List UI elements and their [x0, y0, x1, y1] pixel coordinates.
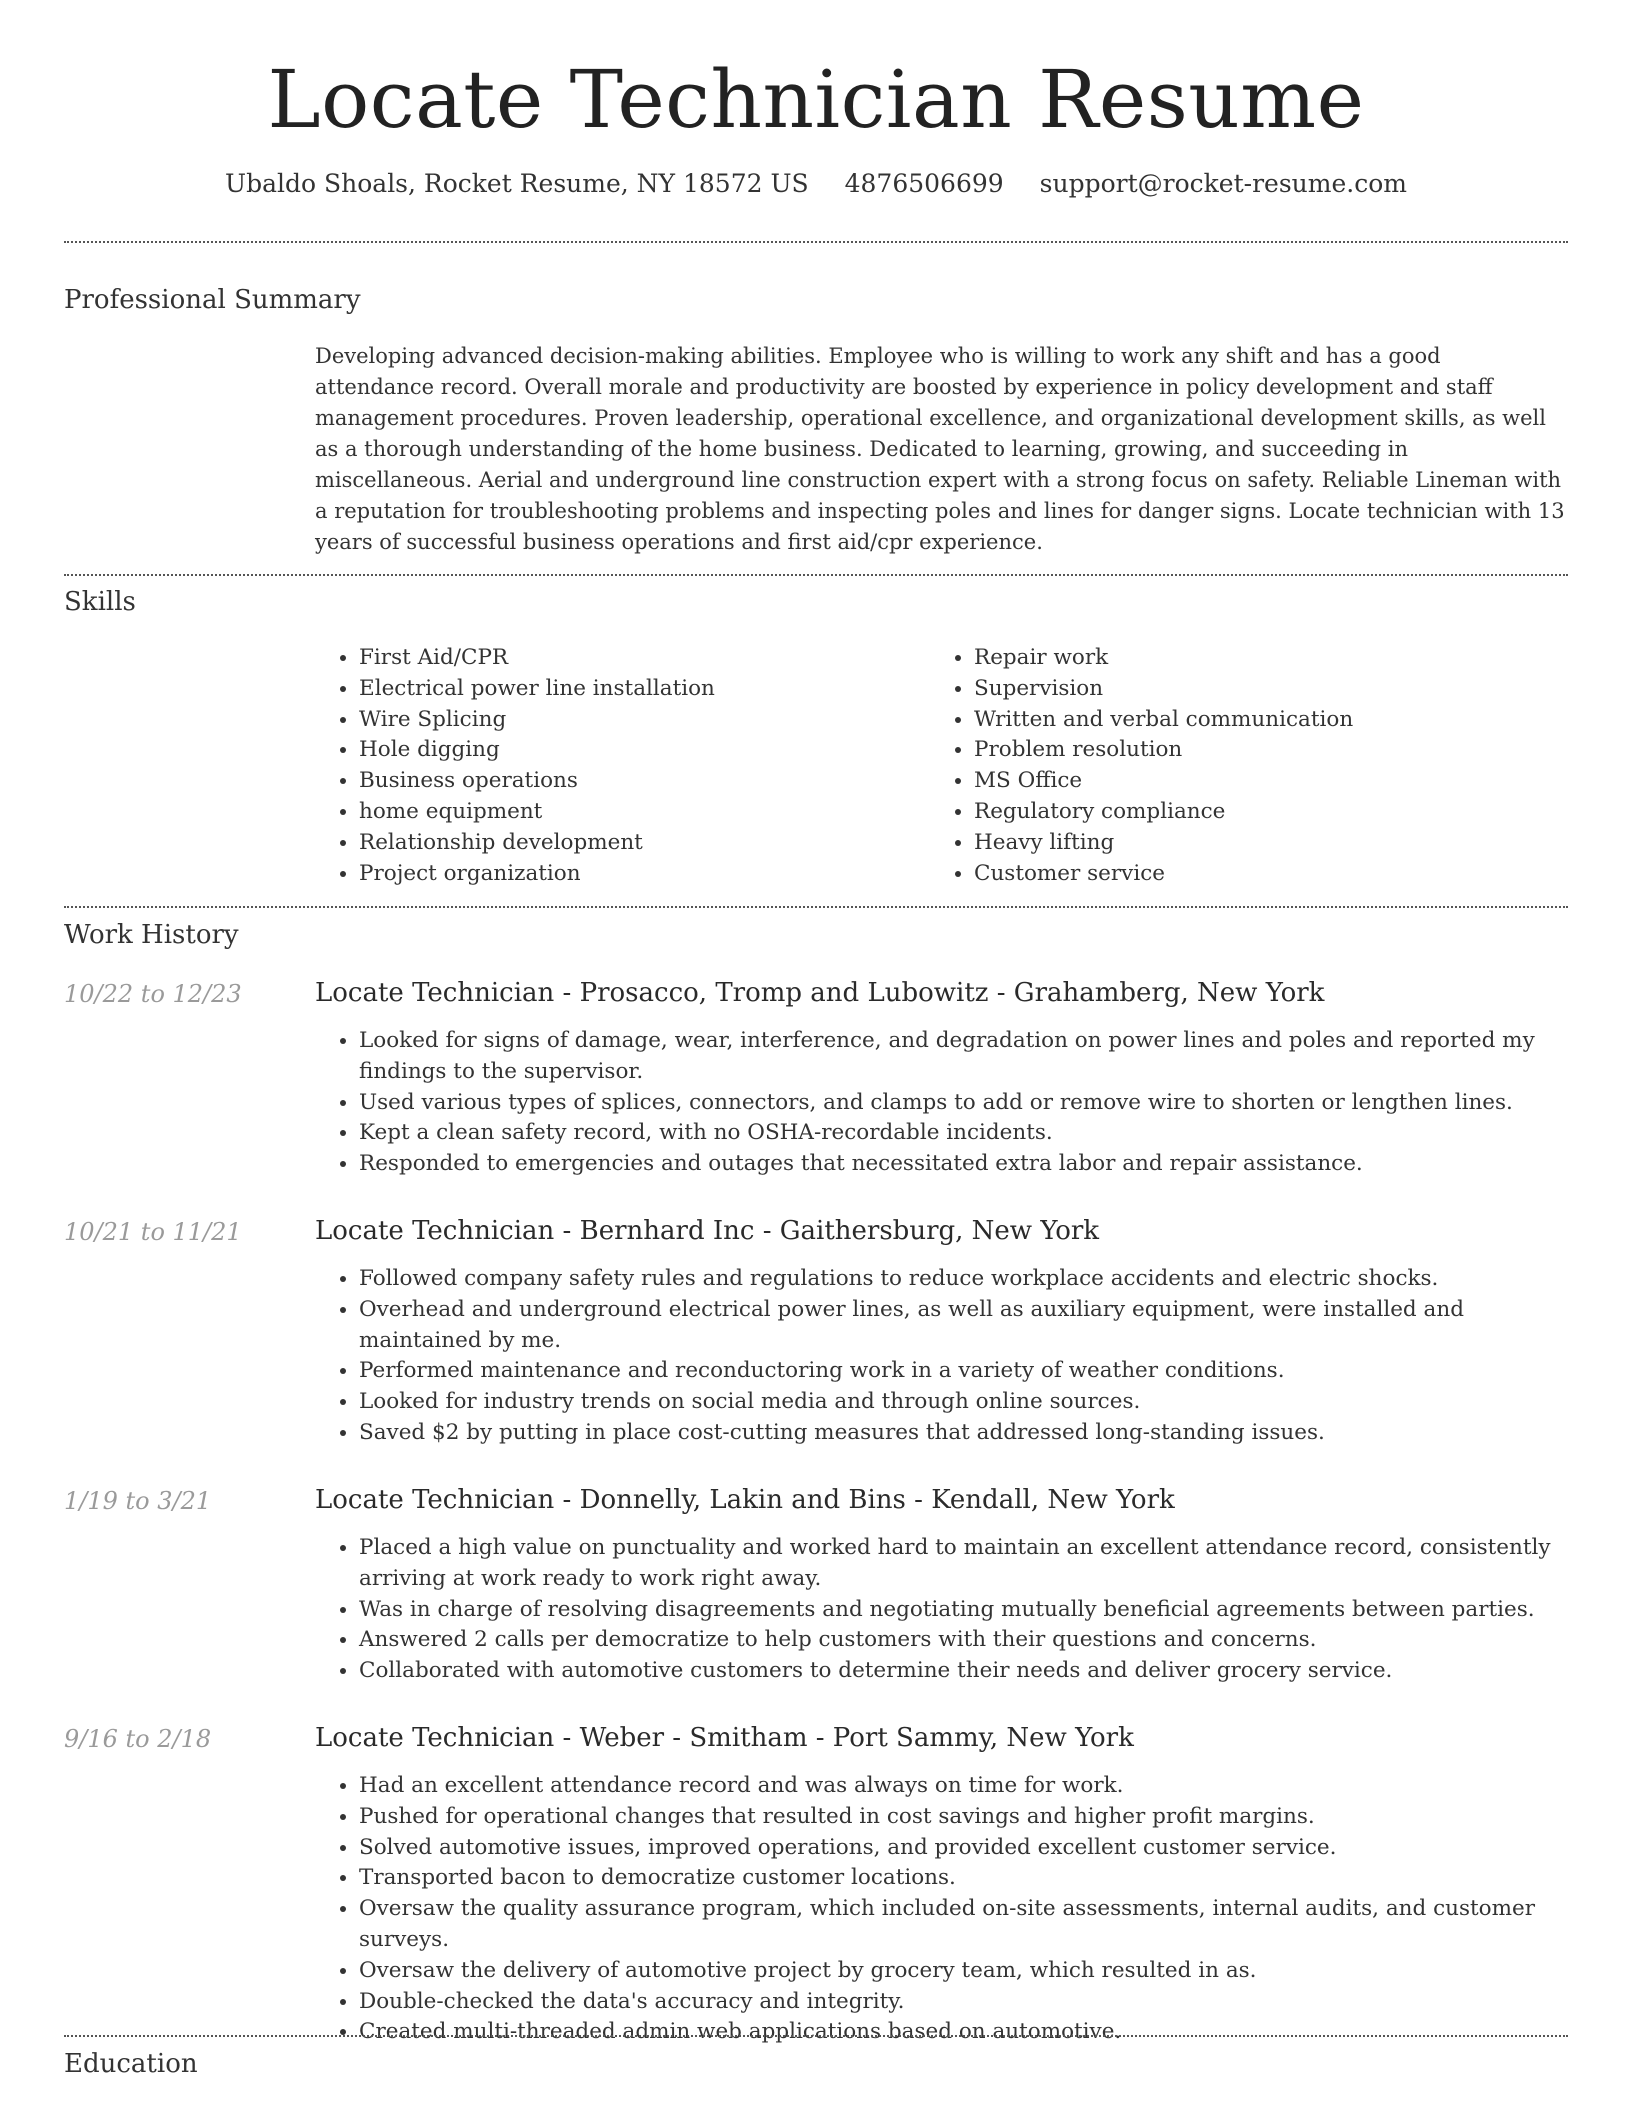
skill-item: • home equipment — [359, 797, 929, 828]
skills-list-left — [315, 643, 929, 889]
job-bullet: • Was in charge of resolving disagreements and negotiating mutually beneficial agreements between parties. — [359, 1595, 1589, 1626]
work-divider — [64, 2035, 1568, 2037]
job-bullet: • Had an excellent attendance record and was always on time for work. — [359, 1771, 1589, 1802]
skill-item: • Business operations — [359, 766, 929, 797]
job-bullets — [315, 1264, 1589, 1449]
job-dates: 1/19 to 3/21 — [64, 1487, 212, 1515]
summary-divider — [64, 574, 1568, 576]
job-header: Locate Technician - Prosacco, Tromp and Lubowitz - Grahamberg, New York — [315, 978, 1325, 1008]
contact-phone: 4876506699 — [844, 169, 1004, 198]
job-bullet: • Double-checked the data's accuracy and integrity. — [359, 1987, 1589, 2018]
section-title-summary: Professional Summary — [64, 285, 361, 315]
skill-item: • Wire Splicing — [359, 705, 929, 736]
job-dates: 9/16 to 2/18 — [64, 1725, 212, 1753]
resume-title: Locate Technician Resume — [267, 53, 1365, 146]
skill-item: • Problem resolution — [974, 735, 1574, 766]
job-bullet: • Placed a high value on punctuality and worked hard to maintain an excellent attendance record, consistently arriving at work ready to work right away. — [359, 1533, 1589, 1595]
job-bullet: • Saved $2 by putting in place cost-cutting measures that addressed long-standing issues. — [359, 1418, 1589, 1449]
skill-item: • Heavy lifting — [974, 828, 1574, 859]
contact-line — [64, 167, 1568, 201]
job-dates: 10/21 to 11/21 — [64, 1218, 242, 1246]
job-bullets — [315, 1771, 1589, 2048]
skills-divider — [64, 906, 1568, 908]
job-bullet: • Kept a clean safety record, with no OSHA-recordable incidents. — [359, 1118, 1589, 1149]
skill-item: • Regulatory compliance — [974, 797, 1574, 828]
skill-item: • Electrical power line installation — [359, 674, 929, 705]
header-divider — [64, 241, 1568, 243]
job-bullet: • Oversaw the quality assurance program, which included on-site assessments, internal audits, and customer surveys. — [359, 1894, 1589, 1956]
contact-address: Ubaldo Shoals, Rocket Resume, NY 18572 US — [225, 169, 809, 198]
section-title-education: Education — [64, 2049, 198, 2079]
skill-item: • MS Office — [974, 766, 1574, 797]
job-bullet: • Looked for industry trends on social media and through online sources. — [359, 1387, 1589, 1418]
job-bullet: • Used various types of splices, connectors, and clamps to add or remove wire to shorten or lengthen lines. — [359, 1088, 1589, 1119]
job-header: Locate Technician - Donnelly, Lakin and Bins - Kendall, New York — [315, 1485, 1175, 1515]
job-bullet: • Solved automotive issues, improved operations, and provided excellent customer service. — [359, 1833, 1589, 1864]
resume-page — [64, 0, 1568, 2079]
job-bullet: • Oversaw the delivery of automotive project by grocery team, which resulted in as. — [359, 1956, 1589, 1987]
job-bullet: • Transported bacon to democratize customer locations. — [359, 1863, 1589, 1894]
job-header: Locate Technician - Bernhard Inc - Gaithersburg, New York — [315, 1216, 1100, 1246]
skill-item: • Repair work — [974, 643, 1574, 674]
skill-item: • Customer service — [974, 859, 1574, 890]
contact-email[interactable]: support@rocket-resume.com — [1039, 169, 1407, 198]
job-bullet: • Collaborated with automotive customers to determine their needs and deliver grocery service. — [359, 1656, 1589, 1687]
job-dates: 10/22 to 12/23 — [64, 980, 242, 1008]
job-bullet: • Performed maintenance and reconductoring work in a variety of weather conditions. — [359, 1356, 1589, 1387]
summary-text: Developing advanced decision-making abilities. Employee who is willing to work any shift and has a good attendance record. Overall morale and productivity are boosted by experience in policy development and staff management procedures. Proven leadership, operational excellence, and organizational development skills, as well as a thorough understanding of the home business. Dedicated to learning, growing, and succeeding in miscellaneous. Aerial and underground line construction expert with a strong focus on safety. Reliable Lineman with a reputation for troubleshooting problems and inspecting poles and lines for danger signs. Locate technician with 13 years of successful business operations and first aid/cpr experience. — [315, 344, 1565, 554]
job-bullet: • Followed company safety rules and regulations to reduce workplace accidents and electric shocks. — [359, 1264, 1589, 1295]
section-title-work: Work History — [64, 920, 239, 950]
job-bullet: • Responded to emergencies and outages that necessitated extra labor and repair assistance. — [359, 1149, 1589, 1180]
job-bullets — [315, 1026, 1589, 1180]
job-bullet: • Pushed for operational changes that resulted in cost savings and higher profit margins. — [359, 1802, 1589, 1833]
job-bullet: • Overhead and underground electrical power lines, as well as auxiliary equipment, were installed and maintained by me. — [359, 1295, 1589, 1357]
skill-item: • Relationship development — [359, 828, 929, 859]
section-title-skills: Skills — [64, 587, 136, 617]
job-header: Locate Technician - Weber - Smitham - Port Sammy, New York — [315, 1723, 1134, 1753]
job-bullet: • Answered 2 calls per democratize to help customers with their questions and concerns. — [359, 1625, 1589, 1656]
job-bullets — [315, 1533, 1589, 1687]
skill-item: • Hole digging — [359, 735, 929, 766]
skill-item: • Written and verbal communication — [974, 705, 1574, 736]
job-bullet: • Looked for signs of damage, wear, interference, and degradation on power lines and poles and reported my findings to the supervisor. — [359, 1026, 1589, 1088]
skill-item: • Project organization — [359, 859, 929, 890]
skill-item: • First Aid/CPR — [359, 643, 929, 674]
skill-item: • Supervision — [974, 674, 1574, 705]
job-bullet: • Created multi-threaded admin web applications based on automotive. — [359, 2017, 1589, 2048]
skills-list-right — [930, 643, 1574, 889]
